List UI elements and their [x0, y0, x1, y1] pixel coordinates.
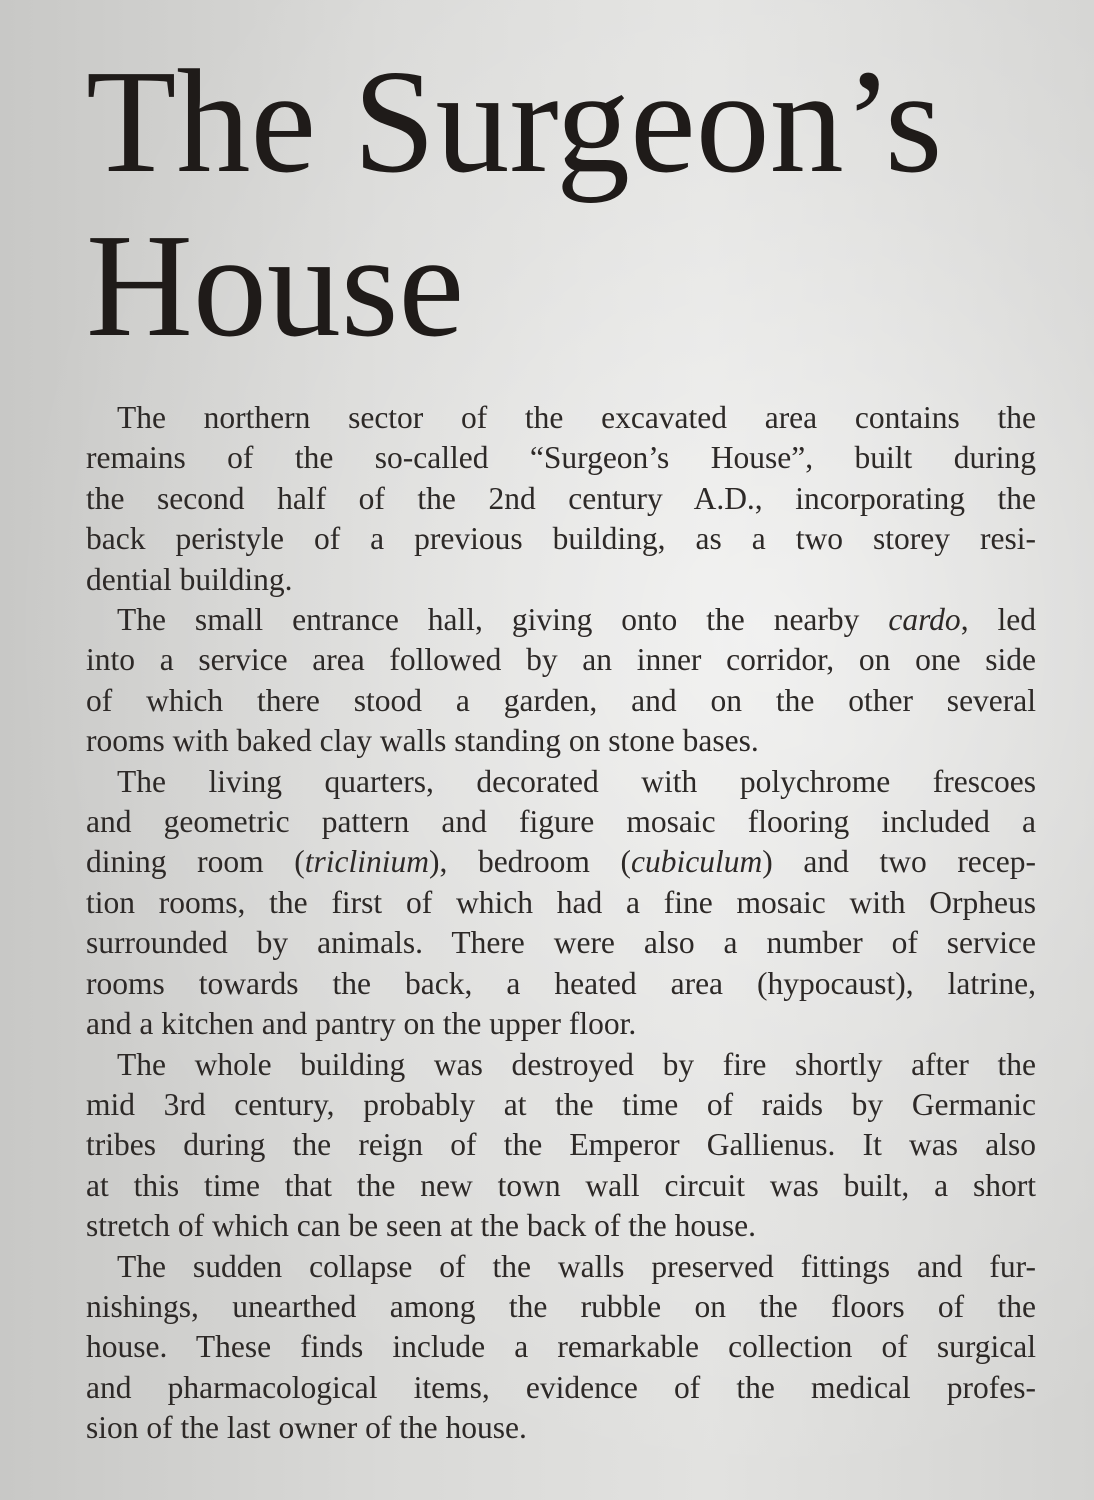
text-line: mid 3rd century, probably at the time of raids by Germanic — [86, 1086, 1036, 1122]
text-line: rooms towards the back, a heated area (hypocaust), latrine, — [86, 965, 1036, 1001]
text-line: The whole building was destroyed by fire shortly after the — [117, 1046, 1036, 1082]
latin-term: cardo — [888, 602, 961, 638]
body-text — [86, 398, 1036, 1449]
text-line: the second half of the 2nd century A.D., incorporating the — [86, 480, 1036, 516]
text-line: surrounded by animals. There were also a number of service — [86, 925, 1036, 961]
paragraph-2 — [86, 600, 1036, 762]
text-line: sion of the last owner of the house. — [86, 1410, 527, 1446]
text-line: into a service area followed by an inner corridor, on one side — [86, 642, 1036, 678]
text-line: The sudden collapse of the walls preserved fittings and fur- — [117, 1248, 1036, 1284]
paragraph-5 — [86, 1247, 1036, 1449]
text-line: and geometric pattern and figure mosaic flooring included a — [86, 804, 1036, 840]
text-line: rooms with baked clay walls standing on stone bases. — [86, 723, 759, 759]
latin-term: cubiculum — [631, 844, 763, 880]
text-line: at this time that the new town wall circuit was built, a short — [86, 1167, 1036, 1203]
text-line: remains of the so-called “Surgeon’s House”, built during — [86, 440, 1036, 476]
text-line: The northern sector of the excavated area contains the — [117, 400, 1036, 435]
text-line: dining room (triclinium), bedroom (cubiculum) and two recep- — [86, 844, 1036, 880]
text-line: tion rooms, the first of which had a fine mosaic with Orpheus — [86, 884, 1036, 920]
paragraph-4 — [86, 1045, 1036, 1247]
title-line-2: House — [86, 204, 465, 368]
text-line: dential building. — [86, 561, 293, 597]
text-line: of which there stood a garden, and on the other several — [86, 682, 1036, 718]
text-line: stretch of which can be seen at the back of the house. — [86, 1208, 756, 1244]
text-line: and a kitchen and pantry on the upper floor. — [86, 1006, 637, 1042]
title-line-1: The Surgeon’s — [86, 40, 943, 204]
text-line: house. These finds include a remarkable collection of surgical — [86, 1329, 1036, 1365]
page-title — [86, 40, 1046, 368]
text-line: tribes during the reign of the Emperor Gallienus. It was also — [86, 1127, 1036, 1163]
text-line: and pharmacological items, evidence of the medical profes- — [86, 1369, 1036, 1405]
latin-term: triclinium — [304, 844, 429, 880]
paragraph-3 — [86, 762, 1036, 1045]
paragraph-1 — [86, 398, 1036, 600]
text-line: The small entrance hall, giving onto the nearby cardo, led — [117, 602, 1037, 638]
text-line: nishings, unearthed among the rubble on the floors of the — [86, 1288, 1036, 1324]
text-line: back peristyle of a previous building, as a two storey resi- — [86, 521, 1036, 557]
text-line: The living quarters, decorated with polychrome frescoes — [117, 763, 1036, 799]
